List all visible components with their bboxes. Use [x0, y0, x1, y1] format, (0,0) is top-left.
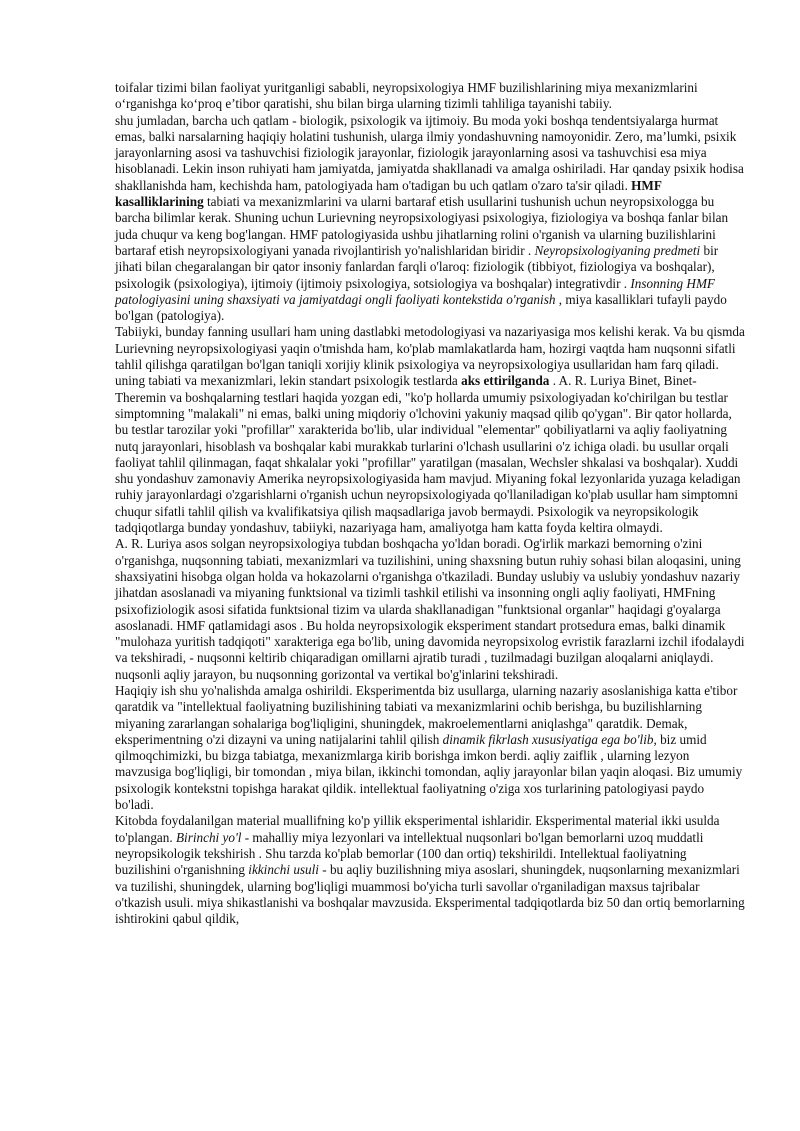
text-run: - mahalliy miya lezyonlari va intellektual nuqsonlari bo'lgan bemorlarni uzoq muddatli neyropsikologik tekshirish . Shu tarzda ko'plab bemorlar (100 dan ortiq) tekshirildi. Intellektual faoliyatning buzilishini o'rganishning — [115, 829, 704, 878]
paragraph-2 — [115, 113, 745, 325]
text-run: , biz umid qilmoqchimizki, bu bizga tabiatga, mexanizmlarga kirib borishga imkon berdi. aqliy zaiflik , ularning lezyon mavzusiga bog'liqligi, bir tomondan , miya bilan, ikkinchi tomondan, aqliy jarayonlar bilan yaqin aloqasi. Biz umumiy psixologik kontekstni topishga harakat qildik. intellektual faoliyatning o'ziga xos turlarining patologiyasi paydo bo'ladi. — [115, 731, 743, 813]
text-run: A. R. Luriya asos solgan neyropsixologiya tubdan boshqacha yo'ldan boradi. Og'irlik markazi bemorning o'zini o'rganishga, nuqsonning tabiati, mexanizmlari va tuzilishini, uning shaxsning butun ruhiy sohasi bilan aloqasini, uning shaxsiyatini hisobga olgan holda va hokazolarni o'rganishga o'tkaziladi. Bunday uslubiy va uslubiy yondashuv nazariy jihatdan asoslanadi va miyaning funktsional va tizimli tashkil etilishi va insonning ongli aqliy faoliyati, HMFning psixofiziologik asosi sifatida funktsional tizim va ularda shakllanadigan "funktsional organlar" haqidagi g'oyalarga asoslanadi. HMF qatlamidagi asos . Bu holda neyropsixologik eksperiment standart protsedura emas, balki dinamik "mulohaza yuritish tadqiqoti" xarakteriga ega bo'lib, uning davomida neyropsixolog evristik farazlarni izchil ifodalaydi va tekshiradi, - nuqsonni keltirib chiqaradigan omillarni ajratib turadi , tuzilmadagi buzilgan aloqalarni aniqlaydi. nuqsonli aqliy jarayon, bu nuqsonning gorizontal va vertikal bo'g'inlarini tekshiradi. — [115, 536, 745, 682]
document-page — [115, 80, 745, 927]
bold-term-aks-ettirilganda: aks ettirilganda — [461, 373, 550, 389]
text-run: - bu aqliy buzilishning miya asoslari, shuningdek, nuqsonlarning mexanizmlari va tuzilishi, shuningdek, ularning bog'liqligi muammosi bo'yicha turli savollar o'rganiladigan maxsus tajribalar o'tkazish usuli. miya shikastlanishi va boshqalar mavzusida. Eksperimental tadqiqotlarda biz 50 dan ortiq bemorlarning ishtirokini qabul qildik, — [115, 862, 745, 927]
paragraph-3 — [115, 324, 745, 536]
paragraph-6 — [115, 813, 745, 927]
italic-term-birinchi-yol: Birinchi yo'l — [175, 829, 242, 845]
text-run: toifalar tizimi bilan faoliyat yuritganligi sababli, neyropsixologiya HMF buzilishlarining miya mexanizmlarini o‘rganishga ko‘proq e’tibor qaratishi, shu bilan birga ularning tizimli tahliliga tayanishi tabiiy. — [115, 80, 698, 112]
text-run: . A. R. Luriya Binet, Binet-Theremin va boshqalarning testlari haqida yozgan edi, "ko'p hollarda umumiy psixologiyadan ko'chirilgan bu testlar simptomning "malakali" ni emas, balki uning miqdoriy o'lchovini yakuniy maqsad qilib qo'ygan". Bir qator hollarda, bu testlar tarozilar yoki "profillar" xarakterida bo'lib, ular individual "elementar" qobiliyatlarni va aqliy faoliyatning nutq jarayonlari, hisoblash va boshqalar kabi murakkab turlarini o'lchash usullarini o'z ichiga oladi. bu usullar orqali faoliyat tahlil qilinmagan, faqat shkalalar yoki "profillar" yaratilgan (masalan, Wechsler shkalasi va boshqalar). Xuddi shu yondashuv zamonaviy Amerika neyropsixologiyasida ham mavjud. Miyaning fokal lezyonlarida yuzaga keladigan ruhiy jarayonlardagi o'zgarishlarni o'rganish uchun neyropsixologiyada qo'llaniladigan ko'plab usullar ham simptomni chuqur sifatli tahlil qilish va kvalifikatsiya qilish maqsadlariga javob bermaydi. Psixologik va neyropsikologik tadqiqotlarga bunday yondashuv, tabiiyki, nazariyaga ham, amaliyotga ham katta foyda keltira olmaydi. — [115, 373, 741, 536]
italic-phrase-patologiya: Insonning HMF patologiyasini uning shaxsiyati va jamiyatdagi ongli faoliyati kontekstida o'rganish — [115, 275, 715, 307]
italic-term-ikkinchi-usuli: ikkinchi usuli — [248, 862, 319, 878]
paragraph-4 — [115, 536, 745, 683]
text-run: , miya kasalliklari tufayli paydo bo'lgan (patologiya). — [115, 291, 727, 324]
paragraph-5 — [115, 683, 745, 813]
text-run: Kitobda foydalanilgan material muallifning ko'p yillik eksperimental ishlaridir. Eksperimental material ikki usulda to'plangan. — [115, 813, 720, 845]
italic-term-predmeti: Neyropsixologiyaning predmeti — [534, 242, 701, 258]
text-run: bir jihati bilan chegaralangan bir qator insoniy fanlardan farqli o'laroq: fiziologik (tibbiyot, fiziologiya va boshqalar), psixologik (psixologiya), ijtimoiy (ijtimoiy psixologiya, sotsiologiya va boshqalar) integrativdir . — [115, 242, 719, 291]
paragraph-1 — [115, 80, 745, 113]
text-run: Tabiiyki, bunday fanning usullari ham uning dastlabki metodologiyasi va nazariyasiga mos kelishi kerak. Va bu qismda Lurievning neyropsixologiyasi yaqin o'tmishda ham, ko'plab mamlakatlarda ham, hozirgi vaqtda ham nuqsonni sifatli tahlil qilishga qaratilgan bo'lgan taniqli xorijiy klinik psixologiya va neyropsixologiya usullaridan ham farq qiladi. uning tabiati va mexanizmlari, lekin standart psixologik testlarda — [115, 324, 745, 389]
text-run: Haqiqiy ish shu yo'nalishda amalga oshirildi. Eksperimentda biz usullarga, ularning nazariy asoslanishiga katta e'tibor qaratdik va "intellektual faoliyatning buzilishining tabiati va mexanizmlarini ochib berishga, bu buzilishlarning miyaning zararlangan sohalariga bog'liqligini, shuningdek, makroelementlarni aniqlashga" qaratdik. Demak, eksperimentning o'zi dizayni va uning natijalarini tahlil qilish — [115, 682, 738, 747]
italic-phrase-dinamik-fikrlash: dinamik fikrlash xususiyatiga ega bo'lib — [442, 731, 654, 747]
bold-term-hmf-kasalliklari: HMF kasalliklarining — [115, 177, 662, 210]
text-run: tabiati va mexanizmlarini va ularni bartaraf etish usullarini tushunish uchun neyropsixologga bu barcha bilimlar kerak. Shuning uchun Lurievning neyropsixologiyasi psixologiya, fiziologiya va boshqa fanlar bilan juda chuqur va keng bog'langan. HMF patologiyasida ushbu jihatlarning rolini o'rganish va ularning buzilishlarini bartaraf etish neyropsixologiyani yanada rivojlantirish yo'nalishlaridan biridir . — [115, 194, 729, 258]
text-run: shu jumladan, barcha uch qatlam - biologik, psixologik va ijtimoiy. Bu moda yoki boshqa tendentsiyalarga hurmat emas, balki narsalarning haqiqiy holatini tushunish, ularga ilmiy yondashuvning namoyonidir. Zero, ma’lumki, psixik jarayonlarning asosi va tashuvchisi fiziologik jarayonlar, fiziologik jarayonlarning asosi va tashuvchisi esa miya hisoblanadi. Lekin inson ruhiyati ham jamiyatda, jamiyatda shakllanadi va amalga oshiriladi. Har qanday psixik hodisa shakllanishda ham, kechishda ham, patologiyada ham o'tadigan bu uch qatlam o'zaro ta'sir qiladi. — [115, 112, 744, 193]
